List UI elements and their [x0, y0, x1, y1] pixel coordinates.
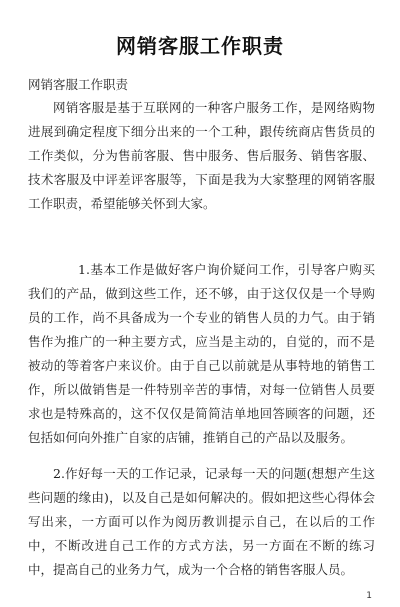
page-number: 1 [366, 591, 372, 601]
intro-paragraph: 网销客服是基于互联网的一种客户服务工作，是网络购物进展到确定程度下细分出来的一个工种，跟传统商店售货员的工作类似，分为售前客服、售中服务、售后服务、销售客服、技术客服及中评差评客服等，下面是我为大家整理的网销客服工作职责，希望能够关怀到大家。 [28, 100, 375, 211]
document-title: 网销客服工作职责 [116, 34, 284, 58]
duty-item-1: 1.基本工作是做好客户询价疑问工作，引导客户购买我们的产品，做到这些工作，还不够，由于这仅仅是一个导购员的工作，尚不具备成为一个专业的销售人员的力气。由于销售作为推广的一种主要方式，应当是主动的，自觉的，而不是被动的等着客户来议价。由于自己以前就是从事特地的销售工作，所以做销售是一件特别辛苦的事情，对每一位销售人员要求也是特殊高的，这不仅仅是简简洁单地回答顾客的问题，还包括如何向外推广自家的店铺，推销自己的产品以及服务。 [28, 262, 375, 445]
document-subtitle: 网销客服工作职责 [28, 77, 129, 92]
duty-item-2: 2.作好每一天的工作记录，记录每一天的问题(想想产生这些问题的缘由)，以及自己是如何解决的。假如把这些心得体会写出来，一方面可以作为阅历教训提示自己，在以后的工作中，不断改进自己工作的方式方法，另一方面在不断的练习中，提高自己的业务力气，成为一个合格的销售客服人员。 [28, 466, 375, 577]
